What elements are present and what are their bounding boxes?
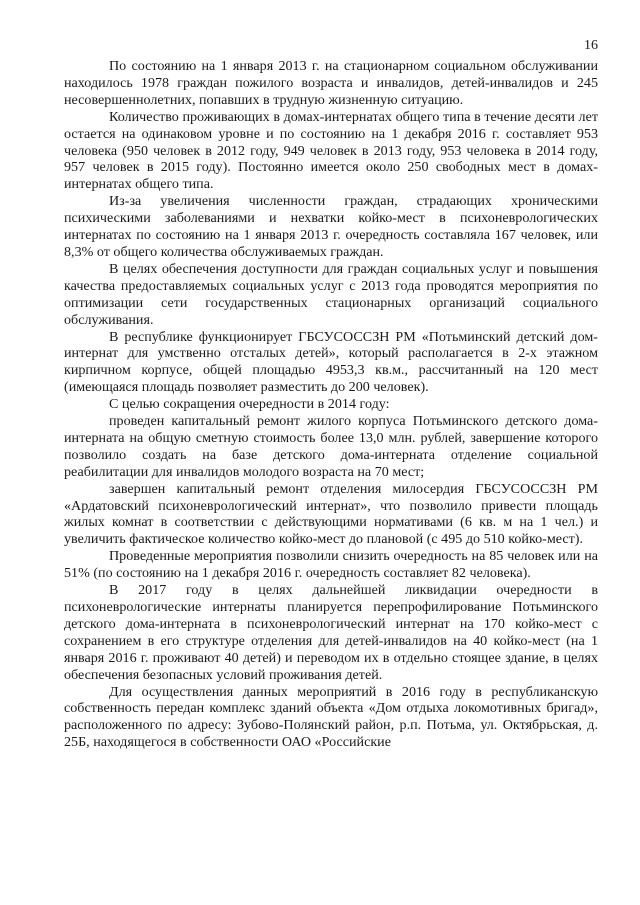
paragraph: В целях обеспечения доступности для граждан социальных услуг и повышения качества предоставляемых социальных услуг с 2013 года проводятся мероприятия по оптимизации сети государственных стационарных организаций социального обслуживания.: [64, 260, 598, 328]
paragraph: В республике функционирует ГБСУСОССЗН РМ «Потьминский детский дом-интернат для умственно отсталых детей», который располагается в 2-х этажном кирпичном корпусе, общей площадью 4953,3 кв.м., рассчитанный на 120 мест (имеющаяся площадь позволяет разместить до 200 человек).: [64, 328, 598, 396]
paragraph: завершен капитальный ремонт отделения милосердия ГБСУСОССЗН РМ «Ардатовский психоневрологический интернат», что позволило привести площадь жилых комнат в соответствии с действующими нормативами (6 кв. м на 1 чел.) и увеличить фактическое количество койко-мест до плановой (с 495 до 510 койко-мест).: [64, 480, 598, 548]
paragraph: Проведенные мероприятия позволили снизить очередность на 85 человек или на 51% (по состоянию на 1 декабря 2016 г. очередность составляет 82 человека).: [64, 548, 598, 582]
document-body: [64, 58, 598, 751]
page-number: 16: [584, 38, 598, 53]
paragraph: В 2017 году в целях дальнейшей ликвидации очередности в психоневрологические интернаты планируется перепрофилирование Потьминского детского дома-интерната в психоневрологический интернат на 170 койко-мест с сохранением в его структуре отделения для детей-инвалидов на 40 койко-мест (на 1 января 2016 г. проживают 40 детей) и переводом их в отдельно стоящее здание, в целях обеспечения безопасных условий проживания детей.: [64, 582, 598, 683]
paragraph: С целью сокращения очередности в 2014 году:: [109, 396, 390, 413]
paragraph: Количество проживающих в домах-интернатах общего типа в течение десяти лет остается на одинаковом уровне и по состоянию на 1 декабря 2016 г. составляет 953 человека (950 человек в 2012 году, 949 человек в 2013 году, 953 человека в 2014 году, 957 человек в 2015 году). Постоянно имеется около 250 свободных мест в домах-интернатах общего типа.: [64, 108, 598, 193]
paragraph: По состоянию на 1 января 2013 г. на стационарном социальном обслуживании находилось 1978 граждан пожилого возраста и инвалидов, детей-инвалидов и 245 несовершеннолетних, попавших в трудную жизненную ситуацию.: [64, 58, 598, 108]
paragraph: проведен капитальный ремонт жилого корпуса Потьминского детского дома-интерната на общую сметную стоимость более 13,0 млн. рублей, завершение которого позволило создать на базе детского дома-интерната отделение социальной реабилитации для инвалидов молодого возраста на 70 мест;: [64, 413, 598, 480]
paragraph: Из-за увеличения численности граждан, страдающих хроническими психическими заболеваниями и нехватки койко-мест в психоневрологических интернатах по состоянию на 1 января 2013 г. очередность составляла 167 человек, или 8,3% от общего количества обслуживаемых граждан.: [64, 193, 598, 260]
paragraph: Для осуществления данных мероприятий в 2016 году в республиканскую собственность передан комплекс зданий объекта «Дом отдыха локомотивных бригад», расположенного по адресу: Зубово-Полянский район, р.п. Потьма, ул. Октябрьская, д. 25Б, находящегося в собственности ОАО «Российские: [64, 683, 598, 751]
